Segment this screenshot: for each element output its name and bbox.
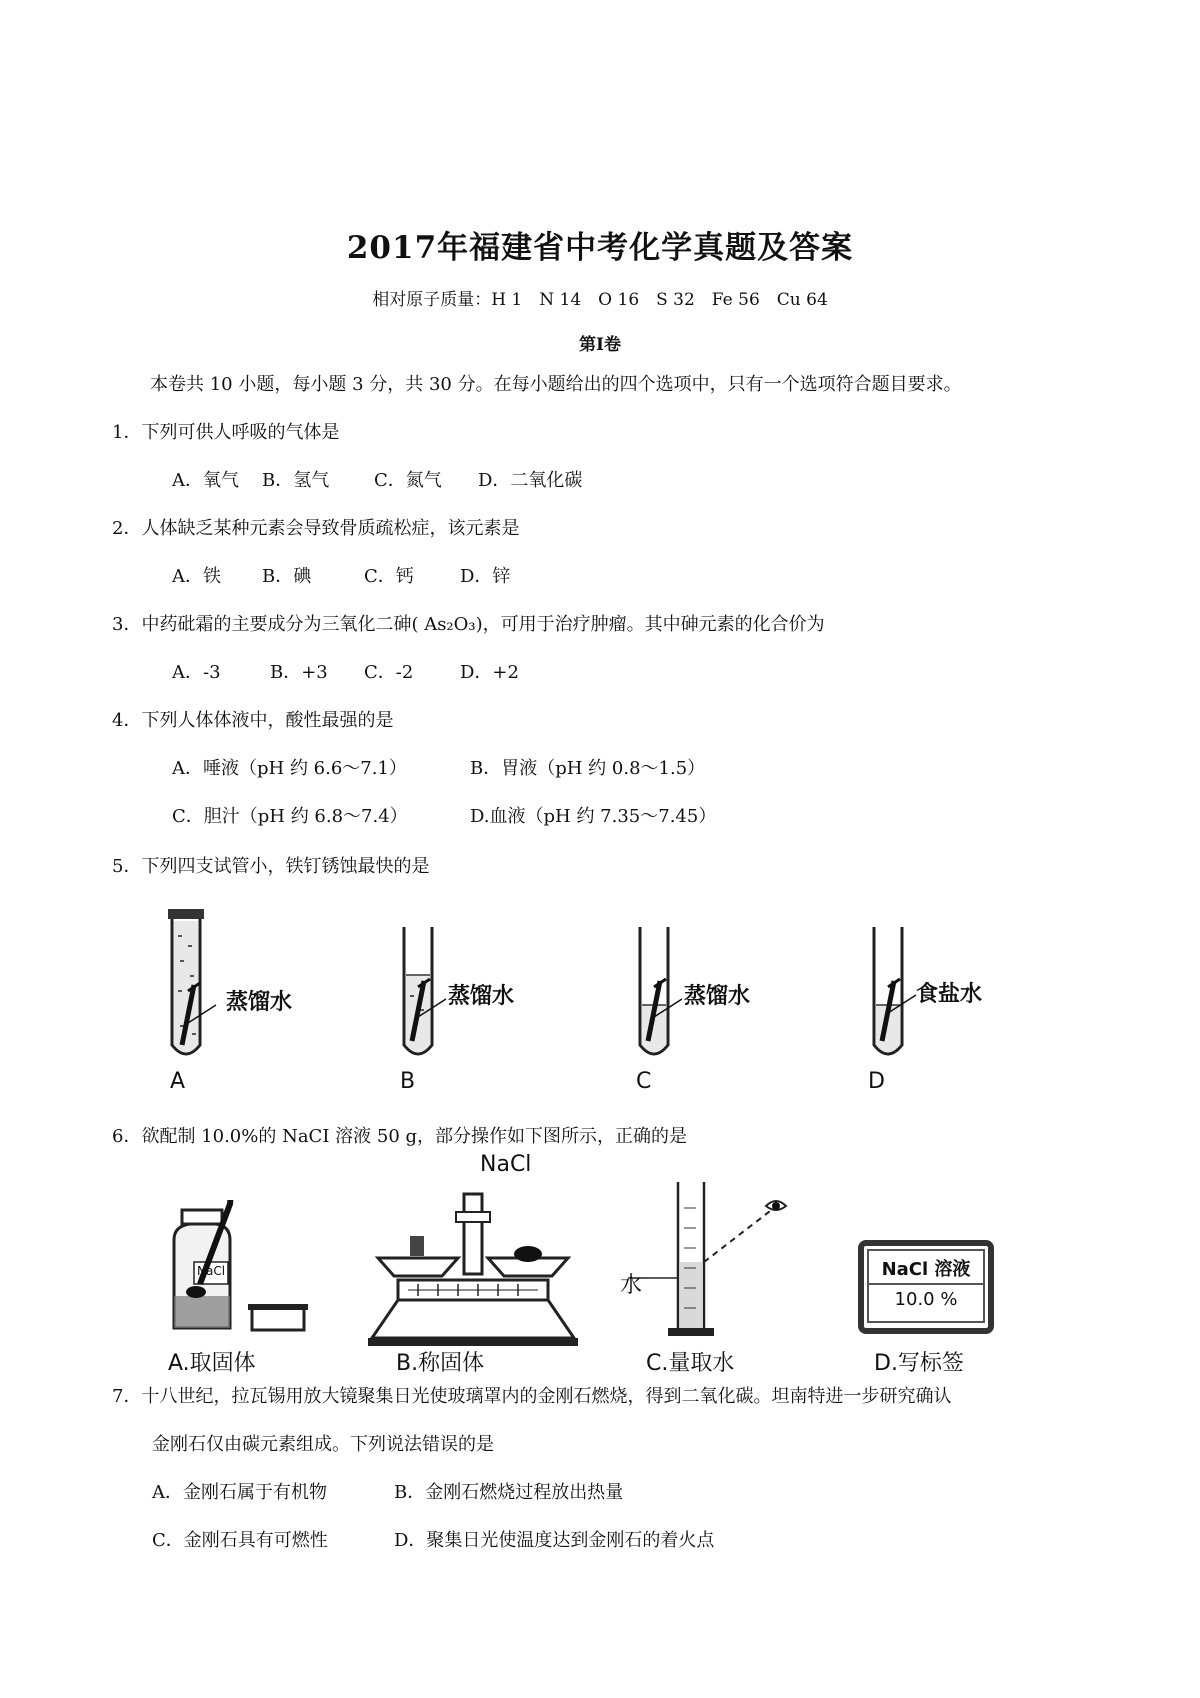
caption-c: C.量取水 <box>646 1351 735 1376</box>
jar-label-text: NaCl <box>197 1264 226 1278</box>
question-6-stem: 6．欲配制 10.0%的 NaCI 溶液 50 g，部分操作如下图所示，正确的是 <box>112 1126 688 1147</box>
section-heading: 第Ⅰ卷 <box>579 335 621 355</box>
tube-a-label: 蒸馏水 <box>226 990 293 1015</box>
tube-a-stopper <box>168 909 204 919</box>
q4-option-d: D.血液（pH 约 7.35～7.45） <box>470 806 717 827</box>
q7-option-c: C．金刚石具有可燃性 <box>152 1530 328 1551</box>
question-4-stem: 4．下列人体体液中，酸性最强的是 <box>112 710 394 731</box>
q3-option-a: A．-3 <box>172 662 221 683</box>
cylinder-diagram <box>626 1178 796 1344</box>
reagent-jar-diagram <box>160 1200 320 1340</box>
tube-b-letter: B <box>400 1069 416 1094</box>
q1-option-b: B．氢气 <box>262 470 330 491</box>
question-5-stem: 5．下列四支试管小，铁钉锈蚀最快的是 <box>112 856 430 877</box>
eye-icon <box>766 1201 786 1210</box>
figure-operations <box>150 1152 1100 1376</box>
tube-d-letter: D <box>868 1069 885 1094</box>
tag-solution-name: NaCl 溶液 <box>869 1251 983 1285</box>
solution-tag <box>858 1240 994 1334</box>
tube-d-label: 食盐水 <box>916 982 983 1007</box>
balance-diagram <box>358 1180 588 1348</box>
balance-salt-label: NaCl <box>480 1152 532 1177</box>
salt-pile <box>514 1246 542 1262</box>
q3-option-d: D．+2 <box>460 662 519 683</box>
tube-c-label: 蒸馏水 <box>684 984 751 1009</box>
q1-option-a: A．氧气 <box>172 470 239 491</box>
question-2-stem: 2．人体缺乏某种元素会导致骨质疏松症，该元素是 <box>112 518 520 539</box>
q2-option-a: A．铁 <box>172 566 221 587</box>
q4-option-c: C．胆汁（pH 约 6.8～7.4） <box>172 806 408 827</box>
caption-b: B.称固体 <box>396 1351 485 1376</box>
tag-concentration: 10.0 % <box>894 1289 958 1310</box>
tube-b-label: 蒸馏水 <box>448 984 515 1009</box>
weighing-dish <box>252 1308 304 1330</box>
atomic-mass-line: 相对原子质量：H 1 N 14 O 16 S 32 Fe 56 Cu 64 <box>372 290 828 310</box>
caption-d: D.写标签 <box>874 1351 964 1376</box>
question-7-stem-cont: 金刚石仅由碳元素组成。下列说法错误的是 <box>152 1434 494 1455</box>
tube-a-letter: A <box>170 1069 186 1094</box>
question-1-stem: 1．下列可供人呼吸的气体是 <box>112 422 340 443</box>
q2-option-d: D．锌 <box>460 566 511 587</box>
q3-option-b: B．+3 <box>270 662 328 683</box>
page-title: 2017年福建省中考化学真题及答案 <box>346 230 854 266</box>
q7-option-b: B．金刚石燃烧过程放出热量 <box>394 1482 624 1503</box>
q1-option-c: C．氮气 <box>374 470 442 491</box>
q3-option-c: C．-2 <box>364 662 414 683</box>
tube-c-letter: C <box>636 1069 652 1094</box>
q4-option-b: B．胃液（pH 约 0.8～1.5） <box>470 758 706 779</box>
q7-option-d: D．聚集日光使温度达到金刚石的着火点 <box>394 1530 715 1551</box>
q4-option-a: A．唾液（pH 约 6.6～7.1） <box>172 758 407 779</box>
q7-option-a: A．金刚石属于有机物 <box>152 1482 327 1503</box>
q2-option-b: B．碘 <box>262 566 312 587</box>
caption-a: A.取固体 <box>168 1351 256 1376</box>
question-3-stem: 3．中药砒霜的主要成分为三氧化二砷( As₂O₃)，可用于治疗肿瘤。其中砷元素的化合价为 <box>112 614 825 635</box>
q2-option-c: C．钙 <box>364 566 414 587</box>
figure-test-tubes <box>148 905 1148 1095</box>
question-7-stem: 7．十八世纪，拉瓦锡用放大镜聚集日光使玻璃罩内的金刚石燃烧，得到二氧化碳。坦南特进一步研究确认 <box>112 1386 952 1407</box>
weight-icon <box>410 1236 424 1256</box>
section-intro: 本卷共 10 小题，每小题 3 分，共 30 分。在每小题给出的四个选项中，只有一个选项符合题目要求。 <box>150 374 962 395</box>
q1-option-d: D．二氧化碳 <box>478 470 583 491</box>
water-label: 水 <box>620 1273 643 1298</box>
